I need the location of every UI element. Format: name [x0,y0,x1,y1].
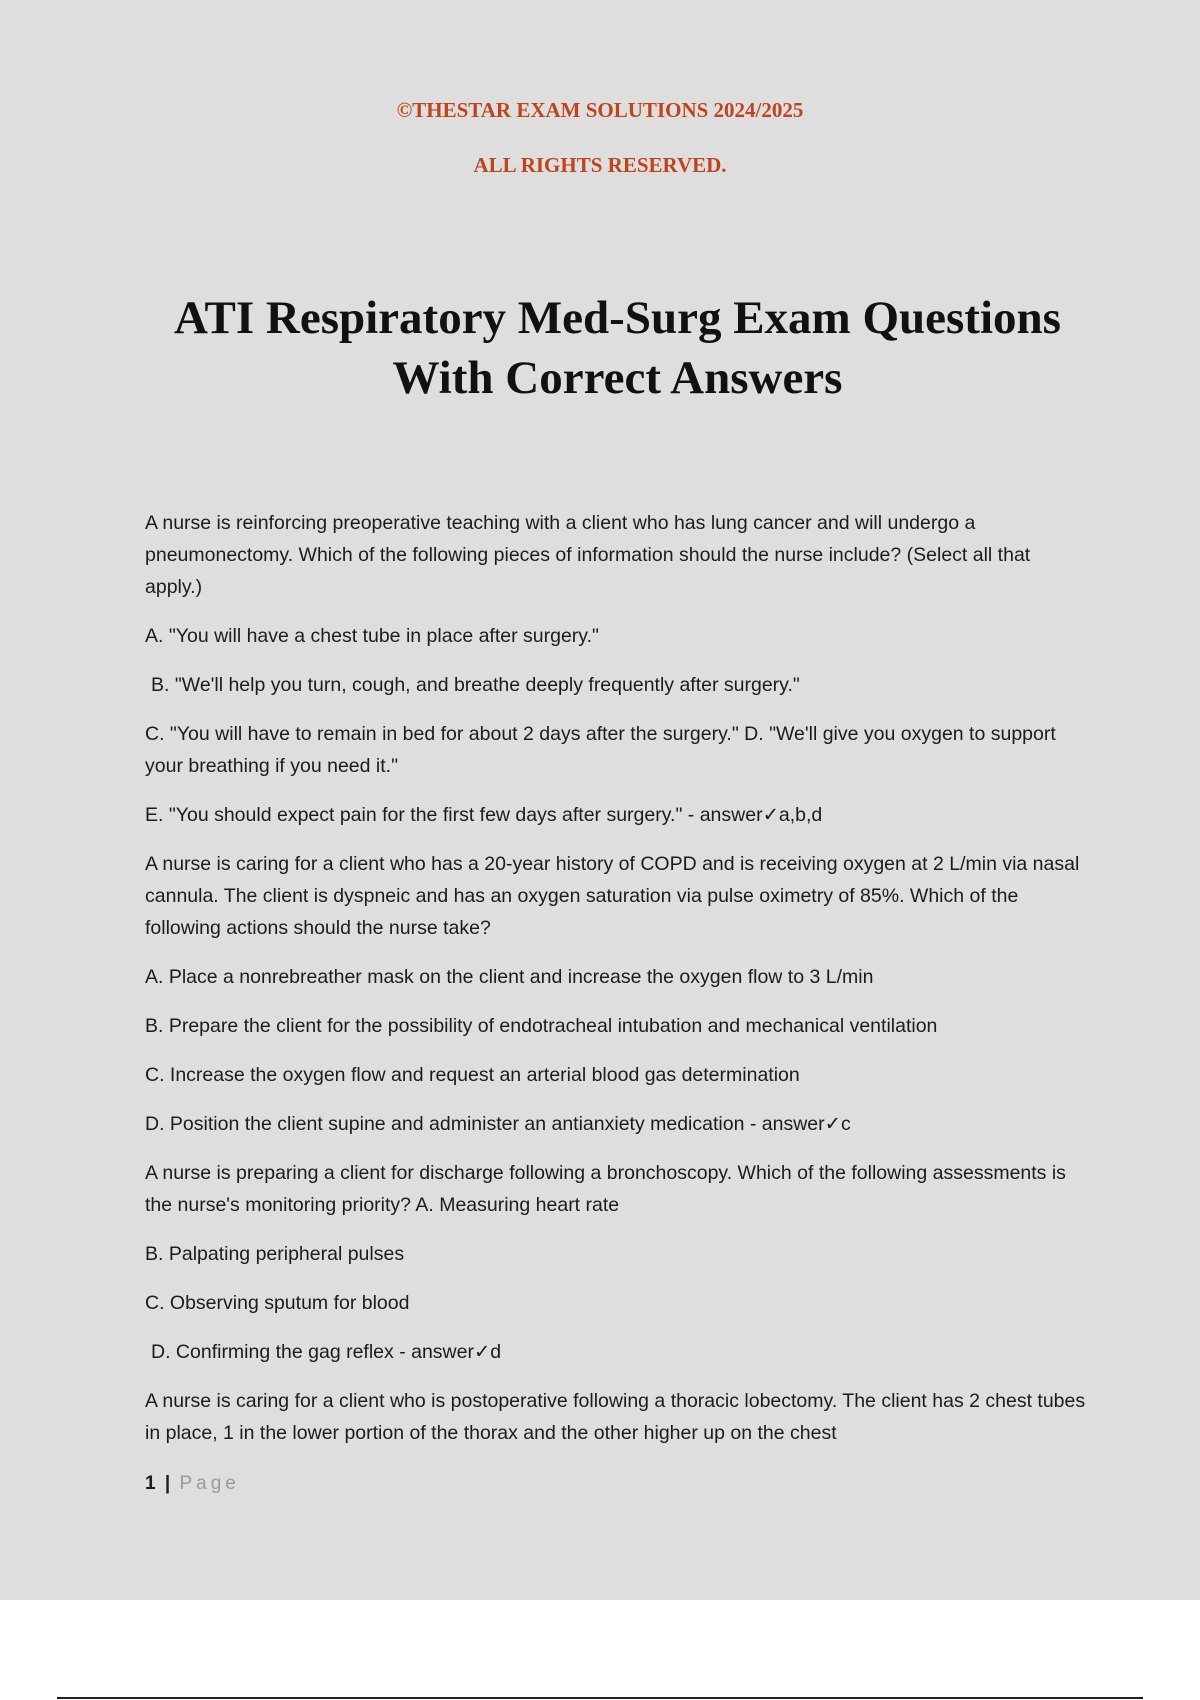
question-1-stem: A nurse is reinforcing preoperative teaching with a client who has lung cancer and will undergo a pneumonectomy. Which of the following pieces of information should the nurse include? (Select all that apply.) [145,512,1031,598]
question-2-stem: A nurse is caring for a client who has a 20-year history of COPD and is receiving oxygen at 2 L/min via nasal cannula. The client is dyspneic and has an oxygen saturation via pulse oximetry of 85%. Which of the following actions should the nurse take? [145,853,1080,939]
question-1-option-c-d: C. "You will have to remain in bed for about 2 days after the surgery." D. "We'll give you oxygen to support your breathing if you need it." [145,723,1056,777]
page-label: Page [179,1473,240,1494]
question-1-option-b: B. "We'll help you turn, cough, and breathe deeply frequently after surgery." [151,674,800,696]
page-footer [145,1473,240,1495]
question-3-stem: A nurse is preparing a client for discharge following a bronchoscopy. Which of the following assessments is the nurse's monitoring priority? A. Measuring heart rate [145,1162,1066,1216]
question-2-option-c: C. Increase the oxygen flow and request an arterial blood gas determination [145,1064,800,1086]
question-3-option-c: C. Observing sputum for blood [145,1292,410,1314]
question-1-option-e-answer: E. "You should expect pain for the first few days after surgery." - answer✓a,b,d [145,804,823,826]
rights-reserved-header: ALL RIGHTS RESERVED. [473,153,727,177]
title-line-1: ATI Respiratory Med-Surg Exam Questions [174,292,1061,344]
page-number: 1 [145,1473,156,1494]
question-3-option-b: B. Palpating peripheral pulses [145,1243,405,1265]
title-line-2: With Correct Answers [392,352,843,404]
document-title [100,288,1135,408]
bottom-divider [57,1697,1143,1699]
question-2-option-d-answer: D. Position the client supine and administer an antianxiety medication - answer✓c [145,1113,851,1135]
copyright-header: ©THESTAR EXAM SOLUTIONS 2024/2025 [396,98,804,122]
document-body [145,507,1090,1466]
page-separator: | [164,1473,171,1494]
question-1-option-a: A. "You will have a chest tube in place after surgery." [145,625,599,647]
question-2-option-a: A. Place a nonrebreather mask on the client and increase the oxygen flow to 3 L/min [145,966,874,988]
question-4-stem: A nurse is caring for a client who is postoperative following a thoracic lobectomy. The client has 2 chest tubes in place, 1 in the lower portion of the thorax and the other higher up on the chest [145,1390,1086,1444]
question-2-option-b: B. Prepare the client for the possibility of endotracheal intubation and mechanical ventilation [145,1015,938,1037]
question-3-option-d-answer: D. Confirming the gag reflex - answer✓d [151,1341,502,1363]
